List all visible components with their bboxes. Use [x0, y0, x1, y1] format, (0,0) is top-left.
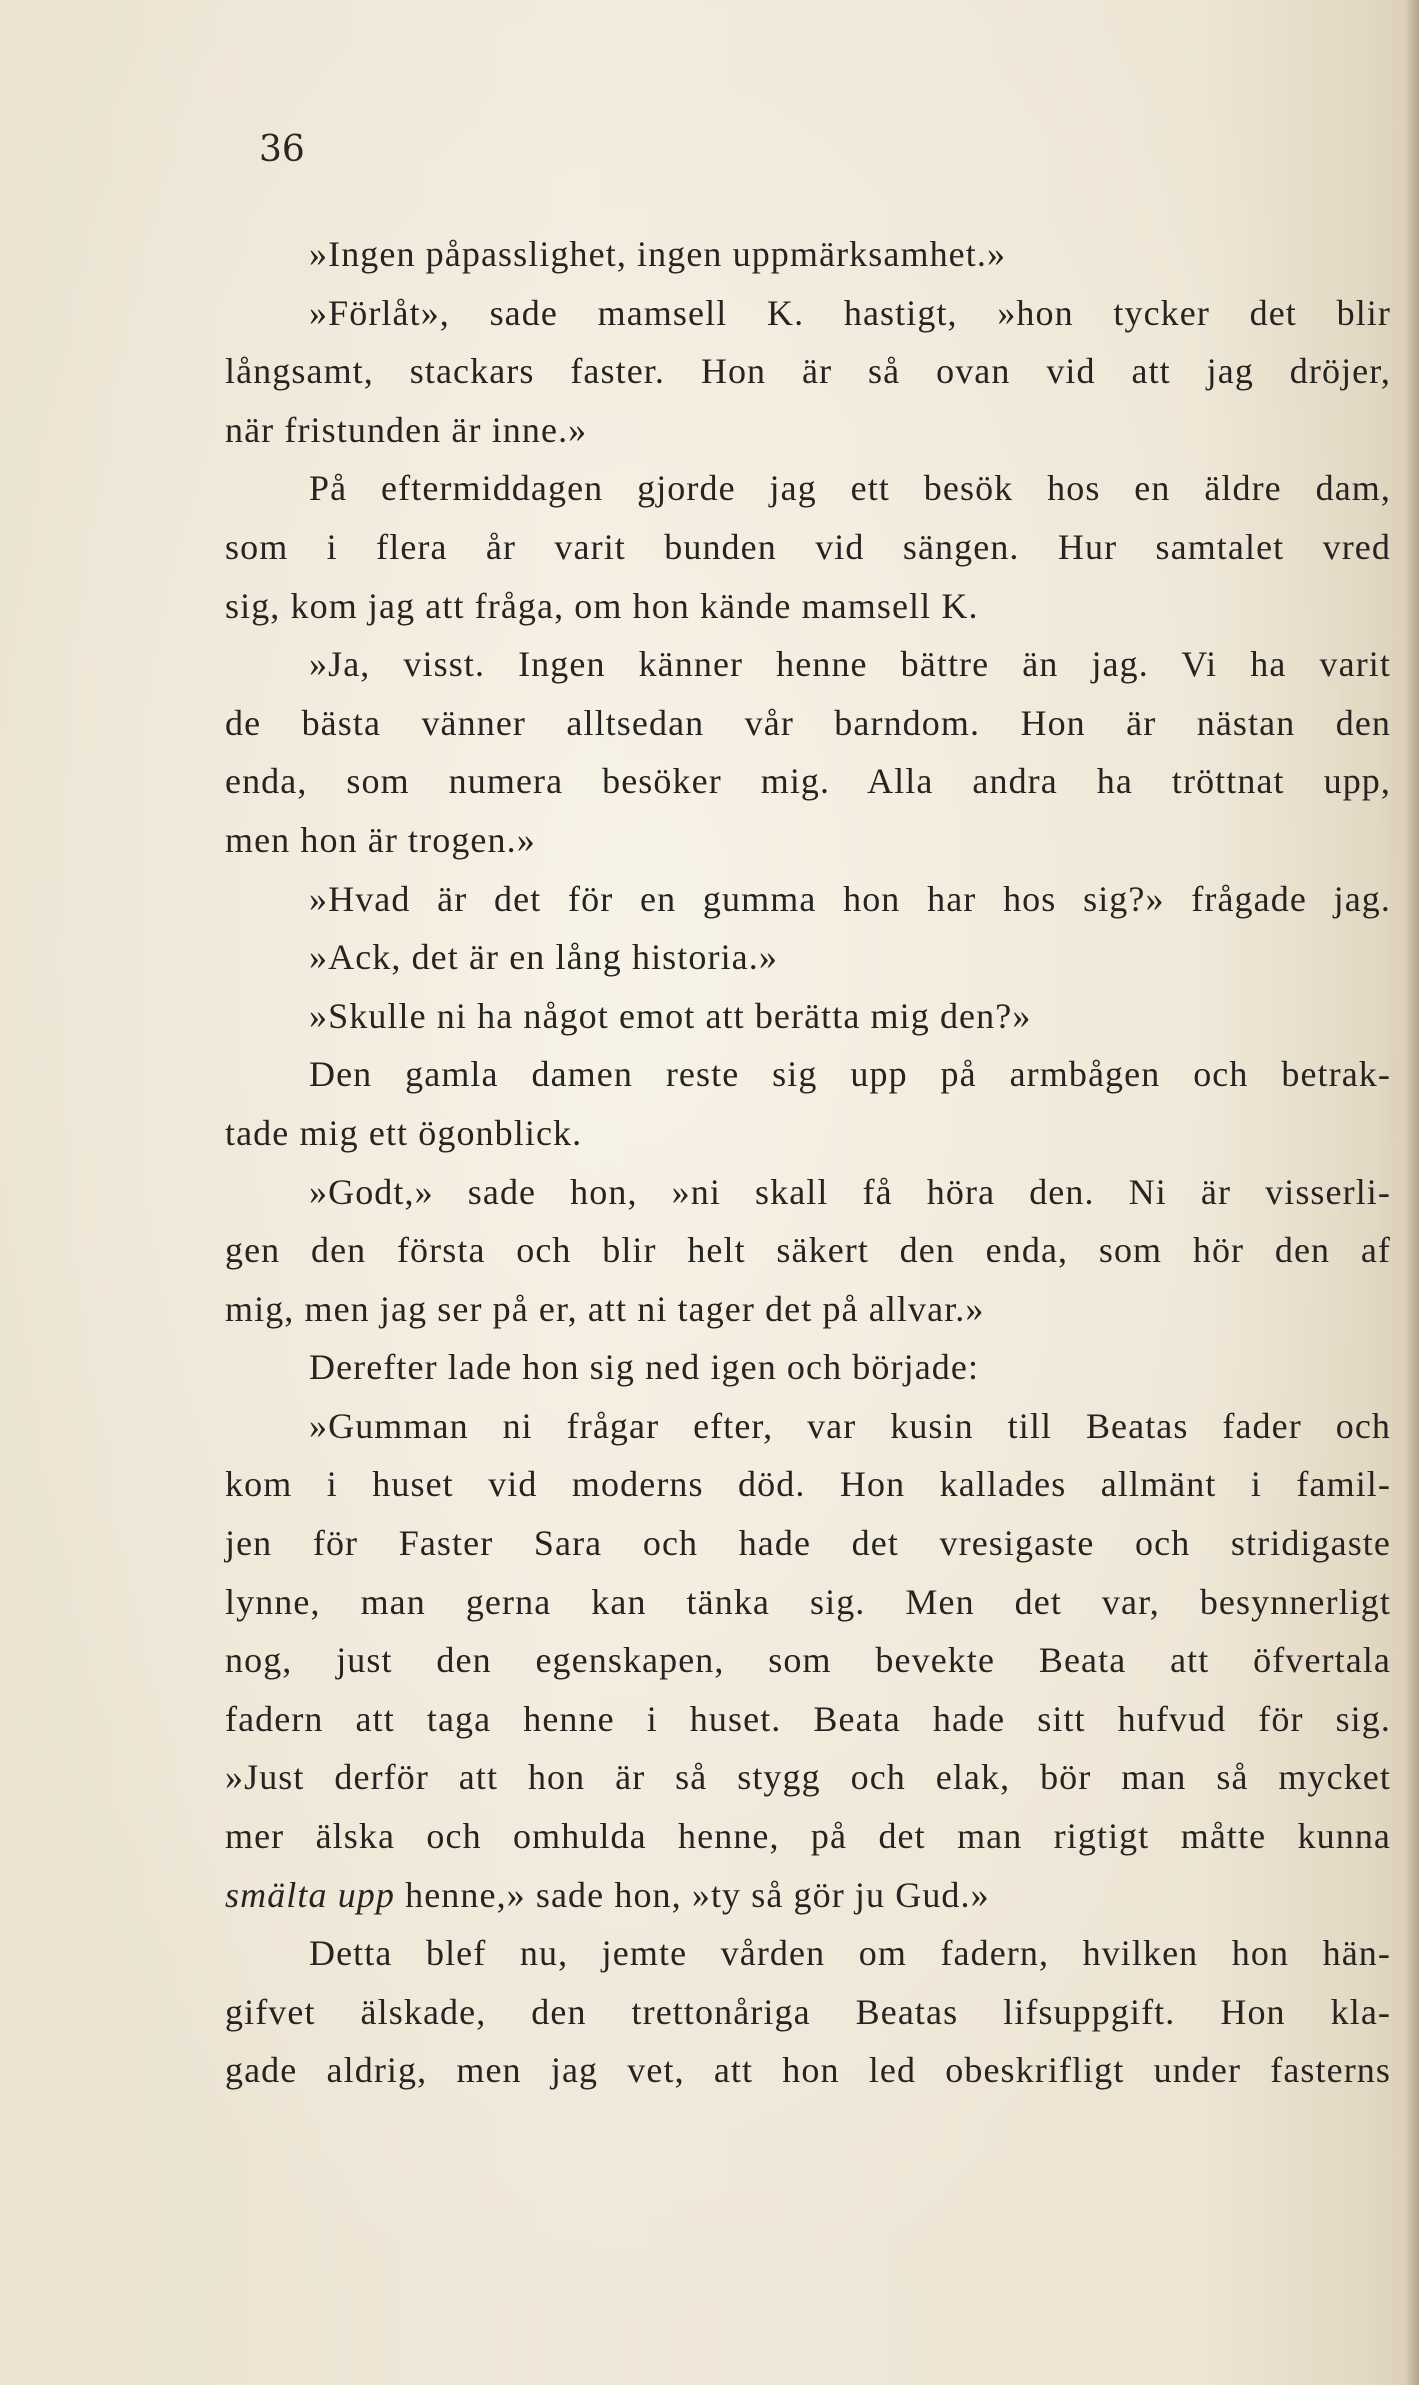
text-line: nog, just den egenskapen, som bevekte Beata att öfvertala [225, 1640, 1391, 1681]
text-line: »Ack, det är en lång historia.» [309, 937, 778, 978]
text-line: mer älska och omhulda henne, på det man rigtigt måtte kunna [225, 1816, 1391, 1857]
text-line: enda, som numera besöker mig. Alla andra ha tröttnat upp, [225, 761, 1391, 802]
text-line-mixed [225, 1866, 1391, 1925]
text-line: tade mig ett ögonblick. [225, 1112, 583, 1153]
page-edge-shadow [1405, 0, 1419, 2385]
text-line: lynne, man gerna kan tänka sig. Men det var, besynnerligt [225, 1581, 1391, 1622]
text-line: »Ja, visst. Ingen känner henne bättre än jag. Vi ha varit [309, 644, 1391, 685]
text-line: långsamt, stackars faster. Hon är så ovan vid att jag dröjer, [225, 351, 1391, 392]
page-number: 36 [259, 129, 305, 170]
text-line: men hon är trogen.» [225, 819, 536, 860]
text-line: På eftermiddagen gjorde jag ett besök hos en äldre dam, [309, 468, 1391, 509]
text-line: »Godt,» sade hon, »ni skall få höra den. Ni är visserli- [309, 1171, 1391, 1212]
text-line: gen den första och blir helt säkert den enda, som hör den af [225, 1230, 1391, 1271]
text-line: gade aldrig, men jag vet, att hon led obeskrifligt under fasterns [225, 2050, 1391, 2091]
text-line: »Just derför att hon är så stygg och elak, bör man så mycket [225, 1757, 1391, 1798]
body-text [225, 225, 1391, 2100]
text-line: kom i huset vid moderns död. Hon kallades allmänt i famil- [225, 1464, 1391, 1505]
text-line-rest: henne,» sade hon, »ty så gör ju Gud.» [395, 1874, 990, 1915]
text-line: de bästa vänner alltsedan vår barndom. Hon är nästan den [225, 702, 1391, 743]
text-line: som i flera år varit bunden vid sängen. Hur samtalet vred [225, 526, 1391, 567]
italic-phrase: smälta upp [225, 1874, 396, 1915]
text-line: »Skulle ni ha något emot att berätta mig den?» [309, 995, 1032, 1036]
text-line: fadern att taga henne i huset. Beata hade sitt hufvud för sig. [225, 1698, 1391, 1739]
text-line: »Förlåt», sade mamsell K. hastigt, »hon tycker det blir [309, 292, 1391, 333]
text-line: Den gamla damen reste sig upp på armbågen och betrak- [309, 1054, 1391, 1095]
text-line: sig, kom jag att fråga, om hon kände mamsell K. [225, 585, 979, 626]
text-line: när fristunden är inne.» [225, 409, 588, 450]
text-line: gifvet älskade, den trettonåriga Beatas lifsuppgift. Hon kla- [225, 1991, 1391, 2032]
text-line: »Ingen påpasslighet, ingen uppmärksamhet.» [309, 234, 1007, 274]
text-line: »Gumman ni frågar efter, var kusin till Beatas fader och [309, 1405, 1391, 1446]
text-line: jen för Faster Sara och hade det vresigaste och stridigaste [225, 1523, 1391, 1564]
text-line: mig, men jag ser på er, att ni tager det på allvar.» [225, 1288, 985, 1329]
text-line: »Hvad är det för en gumma hon har hos sig?» frågade jag. [309, 878, 1391, 919]
text-line: Detta blef nu, jemte vården om fadern, hvilken hon hän- [309, 1933, 1391, 1974]
text-line: Derefter lade hon sig ned igen och började: [309, 1347, 980, 1388]
